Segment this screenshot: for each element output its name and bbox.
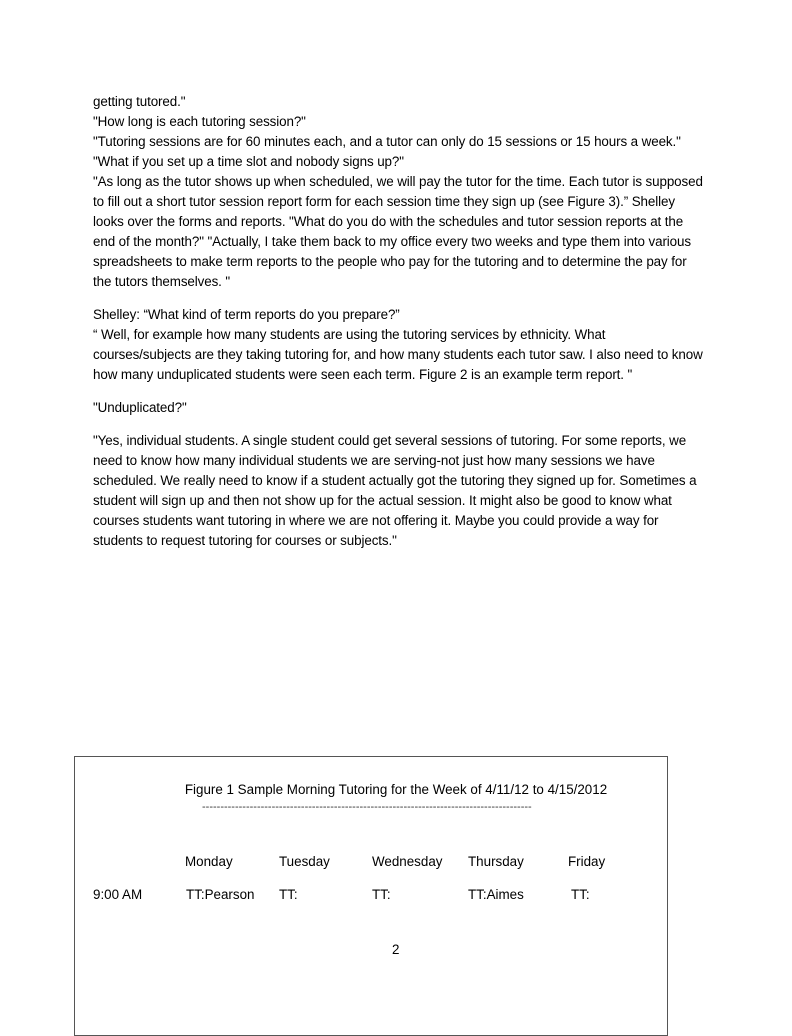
paragraph: “ Well, for example how many students are using the tutoring services by ethnicity. What courses/subjects are they taking tutoring for, and how many students each tutor saw. I also need to know how many unduplicated students were seen each term. Figure 2 is an example term report. " xyxy=(93,327,703,382)
schedule-entry-tuesday: TT: xyxy=(279,887,298,902)
time-slot-label: 9:00 AM xyxy=(93,887,143,902)
page-number: 2 xyxy=(392,942,400,957)
day-header-monday: Monday xyxy=(185,854,233,869)
paragraph: "Unduplicated?" xyxy=(93,400,187,415)
paragraph: "What if you set up a time slot and nobody signs up?" xyxy=(93,154,404,169)
day-header-thursday: Thursday xyxy=(468,854,524,869)
paragraph: "How long is each tutoring session?" xyxy=(93,114,306,129)
day-header-tuesday: Tuesday xyxy=(279,854,330,869)
paragraph: Shelley: “What kind of term reports do you prepare?” xyxy=(93,307,400,322)
paragraph: "Yes, individual students. A single student could get several sessions of tutoring. For some reports, we need to know how many individual students we are serving-not just how many sessions we have scheduled. We really need to know if a student actually got the tutoring they signed up for. Sometimes a student will sign up and then not show up for the actual session. It might also be good to know what courses students want tutoring in where we are not offering it. Maybe you could provide a way for students to request tutoring for courses or subjects." xyxy=(93,433,697,548)
paragraph: "Tutoring sessions are for 60 minutes each, and a tutor can only do 15 sessions or 15 hours a week." xyxy=(93,134,681,149)
schedule-entry-monday: TT:Pearson xyxy=(186,887,255,902)
schedule-entry-wednesday: TT: xyxy=(372,887,391,902)
schedule-entry-friday: TT: xyxy=(571,887,590,902)
paragraph: "As long as the tutor shows up when scheduled, we will pay the tutor for the time. Each tutor is supposed to fill out a short tutor session report form for each session time they sign up (see Figure 3).” Shelley looks over the forms and reports. "What do you do with the schedules and tutor session reports at the end of the month?" "Actually, I take them back to my office every two weeks and type them into various spreadsheets to make term reports to the people who pay for the tutoring and to determine the pay for the tutors themselves. " xyxy=(93,174,703,289)
day-header-wednesday: Wednesday xyxy=(372,854,443,869)
day-header-friday: Friday xyxy=(568,854,606,869)
figure-divider: ------------------------------------------------------------------------------------------ xyxy=(202,801,532,813)
paragraph: getting tutored." xyxy=(93,94,186,109)
figure-1-box xyxy=(74,756,668,1036)
document-body xyxy=(93,92,703,551)
schedule-entry-thursday: TT:Aimes xyxy=(468,887,524,902)
figure-title: Figure 1 Sample Morning Tutoring for the Week of 4/11/12 to 4/15/2012 xyxy=(184,782,608,797)
